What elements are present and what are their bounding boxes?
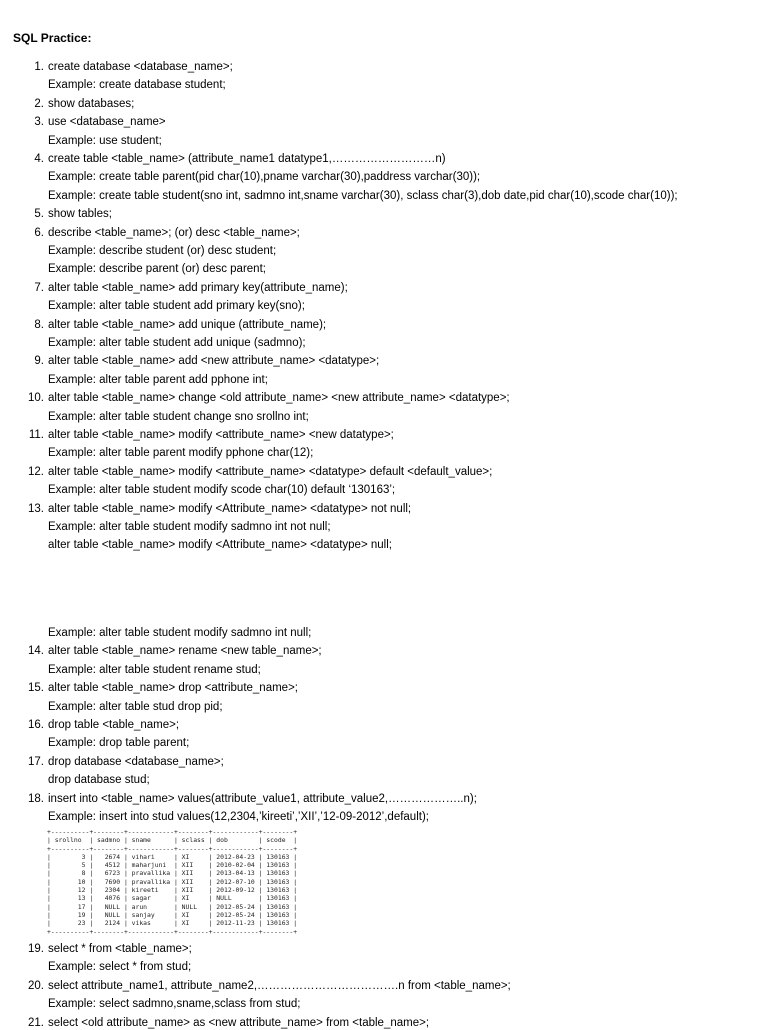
item-example: Example: create database student; [48, 79, 226, 92]
item-command: alter table <table_name> drop <attribute_name>; [48, 682, 298, 695]
item-command: show tables; [48, 208, 112, 221]
item-number: 4. [34, 153, 44, 165]
item-number: 18. [28, 792, 44, 805]
item-example: Example: describe student (or) desc student; [48, 245, 277, 257]
item-number: 3. [34, 116, 44, 129]
item-command: alter table <table_name> rename <new table_name>; [48, 645, 322, 658]
item-number: 17. [28, 755, 44, 768]
page-title: SQL Practice: [13, 31, 92, 45]
item-command: describe <table_name>; (or) desc <table_name>; [48, 226, 300, 239]
item-number: 9. [34, 355, 44, 368]
item-number: 19. [28, 943, 44, 955]
item-example: Example: describe parent (or) desc parent; [48, 263, 266, 276]
item-example: Example: insert into stud values(12,2304,’kireeti’,’XII’,’12-09-2012’,default); [48, 811, 429, 823]
item-command: select <old attribute_name> as <new attribute_name> from <table_name>; [48, 1016, 430, 1029]
item-example: Example: alter table student modify scode char(10) default ‘130163’; [48, 484, 396, 497]
item-command: insert into <table_name> values(attribute_value1, attribute_value2,………………..n); [48, 792, 477, 805]
item-number: 13. [28, 502, 44, 515]
item-example: Example: alter table parent modify pphone char(12); [48, 447, 314, 460]
item-example: Example: alter table stud drop pid; [48, 700, 223, 713]
item-number: 16. [28, 719, 44, 731]
item-command: alter table <table_name> modify <attribute_name> <new datatype>; [48, 429, 394, 441]
item-example: Example: alter table student rename stud; [48, 663, 261, 676]
item-command: alter table <table_name> modify <attribute_name> <datatype> default <default_value>; [48, 465, 493, 478]
item-number: 2. [34, 97, 44, 110]
item-number: 21. [28, 1016, 44, 1029]
item-example: Example: alter table student add unique (sadmno); [48, 337, 306, 349]
item-command: alter table <table_name> add <new attribute_name> <datatype>; [48, 355, 380, 368]
item-number: 7. [34, 281, 44, 294]
item-example: Example: drop table parent; [48, 737, 190, 750]
item-example: Example: create table parent(pid char(10),pname varchar(30),paddress varchar(30)); [48, 171, 481, 184]
item-example: Example: alter table student modify sadmno int not null; [48, 521, 331, 533]
item-example: Example: select sadmno,sname,sclass from stud; [48, 998, 301, 1011]
item-number: 11. [28, 429, 44, 441]
item-number: 5. [34, 208, 44, 221]
item-number: 15. [28, 682, 44, 695]
item-number: 1. [34, 61, 44, 73]
item-example: Example: alter table parent add pphone int; [48, 373, 268, 386]
item-command: alter table <table_name> add unique (attribute_name); [48, 318, 327, 331]
item-example: Example: alter table student add primary key(sno); [48, 300, 305, 313]
item-command: select attribute_name1, attribute_name2,……………………………….n from <table_name>; [48, 979, 511, 992]
item-command: alter table <table_name> change <old attribute_name> <new attribute_name> <datatype>; [48, 392, 510, 405]
item-number: 10. [28, 392, 44, 405]
item-command: alter table <table_name> add primary key(attribute_name); [48, 281, 348, 294]
item-example: Example: alter table student modify sadmno int null; [48, 627, 312, 639]
item-number: 20. [28, 979, 44, 992]
item-example: Example: create table student(sno int, sadmno int,sname varchar(30), sclass char(3),dob date,pid char(10),scode char(10)); [48, 189, 678, 202]
item-example: drop database stud; [48, 774, 150, 787]
item-command: use <database_name> [48, 116, 166, 129]
item-example: Example: alter table student change sno srollno int; [48, 410, 309, 423]
item-number: 6. [34, 226, 44, 239]
item-command: alter table <table_name> modify <Attribute_name> <datatype> not null; [48, 502, 412, 515]
item-command: drop table <table_name>; [48, 719, 180, 731]
item-command: create table <table_name> (attribute_name1 datatype1,………………………n) [48, 153, 446, 165]
item-example: alter table <table_name> modify <Attribute_name> <datatype> null; [48, 539, 392, 552]
item-command: select * from <table_name>; [48, 943, 192, 955]
item-command: drop database <database_name>; [48, 755, 224, 768]
query-result-table: +----------+--------+------------+--------+------------+--------+ | srollno | sadmno | sname | sclass | dob | scode | +----------+--------+------------+--------+------------+--------+ | 3 | 2674 | vihari | XI | 2012-04-23 | 130163 | | 5 | 4512 | maharjuni | XII | 2010-02-04 | 130163 | | 8 | 6723 | pravallika | XII | 2013-04-13 | 130163 | | 10 | 7690 | pravallika | XII | 2012-07-10 | 130163 | | 12 | 2304 | kireeti | XII | 2012-09-12 | 130163 | | 13 | 4076 | sagar | XI | NULL | 130163 | | 17 | NULL | arun | NULL | 2012-05-24 | 130163 | | 19 | NULL | sanjay | XI | 2012-05-24 | 130163 | | 23 | 2124 | vikas | XI | 2012-11-23 | 130163 | +----------+--------+------------+--------+------------+--------+ [47, 828, 298, 936]
item-command: create database <database_name>; [48, 61, 233, 73]
item-example: Example: select * from stud; [48, 961, 192, 974]
item-command: show databases; [48, 97, 135, 110]
item-example: Example: use student; [48, 134, 162, 147]
item-number: 14. [28, 645, 44, 658]
item-number: 8. [34, 318, 44, 331]
item-number: 12. [28, 465, 44, 478]
